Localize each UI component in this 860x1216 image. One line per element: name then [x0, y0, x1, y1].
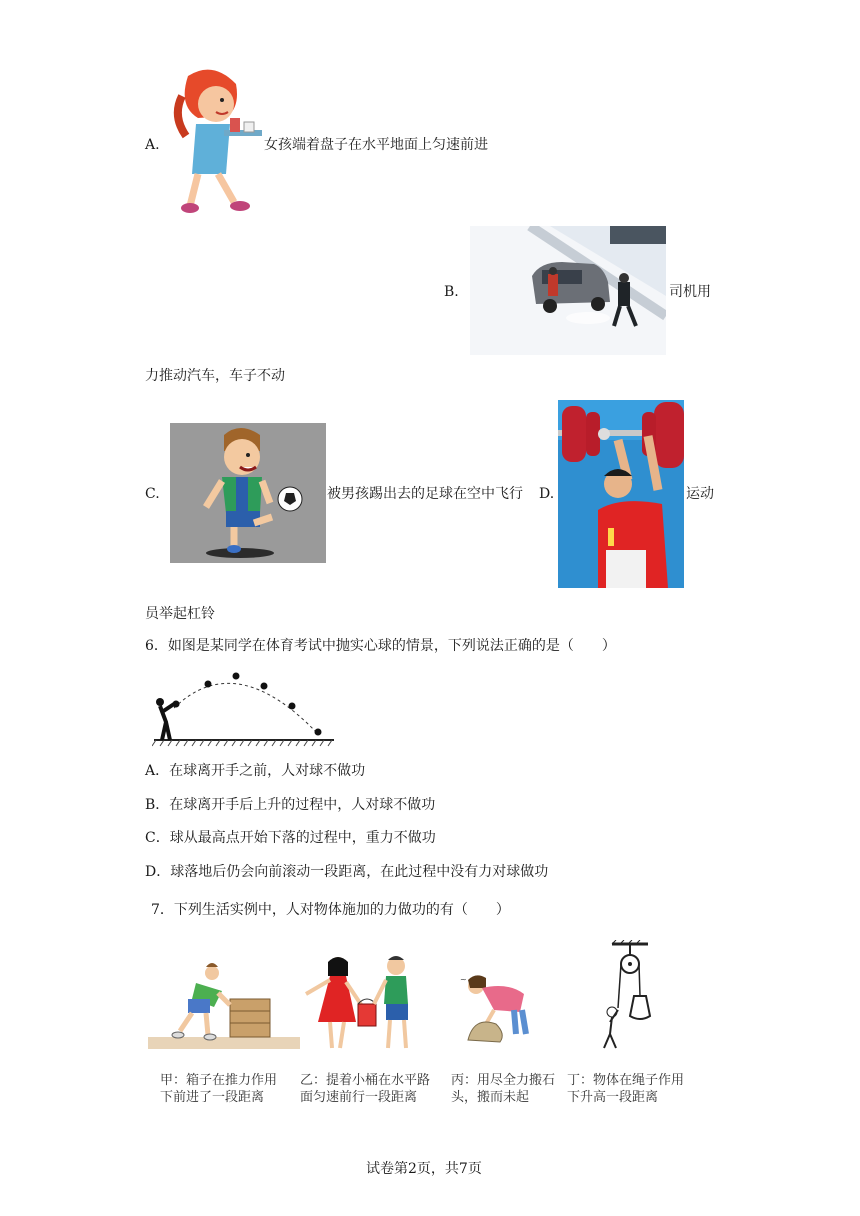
caption-ding-line-1: 丁：物体在绳子作用	[567, 1073, 685, 1088]
option-b-letter: B.	[444, 284, 459, 300]
caption-jia-line-2: 下前进了一段距离	[160, 1090, 265, 1105]
option-d-text-2: 员举起杠铃	[145, 606, 215, 622]
caption-bing-line-1: 丙：用尽全力搬石	[451, 1073, 556, 1088]
carrying-bucket-figure	[300, 952, 422, 1056]
shot-put-trajectory-figure	[152, 668, 336, 748]
option-d-text-1: 运动	[686, 486, 714, 502]
caption-yi-line-1: 乙：提着小桶在水平路	[300, 1073, 431, 1088]
question-6-option-a: A．在球离开手之前，人对球不做功	[145, 763, 366, 779]
weightlifter-photo	[558, 400, 684, 588]
boy-kicking-ball-image	[170, 423, 326, 563]
option-c-letter: C.	[145, 486, 160, 502]
question-7-stem: 7．下列生活实例中，人对物体施加的力做功的有（ ）	[151, 902, 510, 918]
caption-yi-line-2: 面匀速前行一段距离	[300, 1090, 418, 1105]
question-6-stem: 6．如图是某同学在体育考试中抛实心球的情景，下列说法正确的是（ ）	[145, 638, 616, 654]
caption-ding-line-2: 下升高一段距离	[567, 1090, 659, 1105]
option-b-text-2: 力推动汽车，车子不动	[145, 368, 285, 384]
girl-carrying-tray-image	[168, 66, 264, 216]
svg-text:~: ~	[460, 975, 467, 984]
option-c-text: 被男孩踢出去的足球在空中飞行	[327, 486, 523, 502]
option-b-text-1: 司机用	[669, 284, 711, 300]
option-a-letter: A.	[145, 137, 160, 153]
pushing-car-photo	[470, 226, 666, 355]
caption-jia-line-1: 甲：箱子在推力作用	[160, 1073, 278, 1088]
pulley-lifting-figure	[588, 940, 660, 1050]
pushing-box-figure	[148, 955, 300, 1049]
question-6-option-b: B．在球离开手后上升的过程中，人对球不做功	[145, 797, 436, 813]
page-footer: 试卷第2页，共7页	[366, 1161, 482, 1177]
option-a-text: 女孩端着盘子在水平地面上匀速前进	[264, 137, 488, 153]
question-6-option-d: D．球落地后仍会向前滚动一段距离，在此过程中没有力对球做功	[145, 864, 549, 880]
lifting-stone-figure	[458, 972, 534, 1048]
caption-bing-line-2: 头，搬而未起	[451, 1090, 530, 1105]
option-d-letter: D.	[539, 486, 555, 502]
question-6-option-c: C．球从最高点开始下落的过程中，重力不做功	[145, 830, 436, 846]
